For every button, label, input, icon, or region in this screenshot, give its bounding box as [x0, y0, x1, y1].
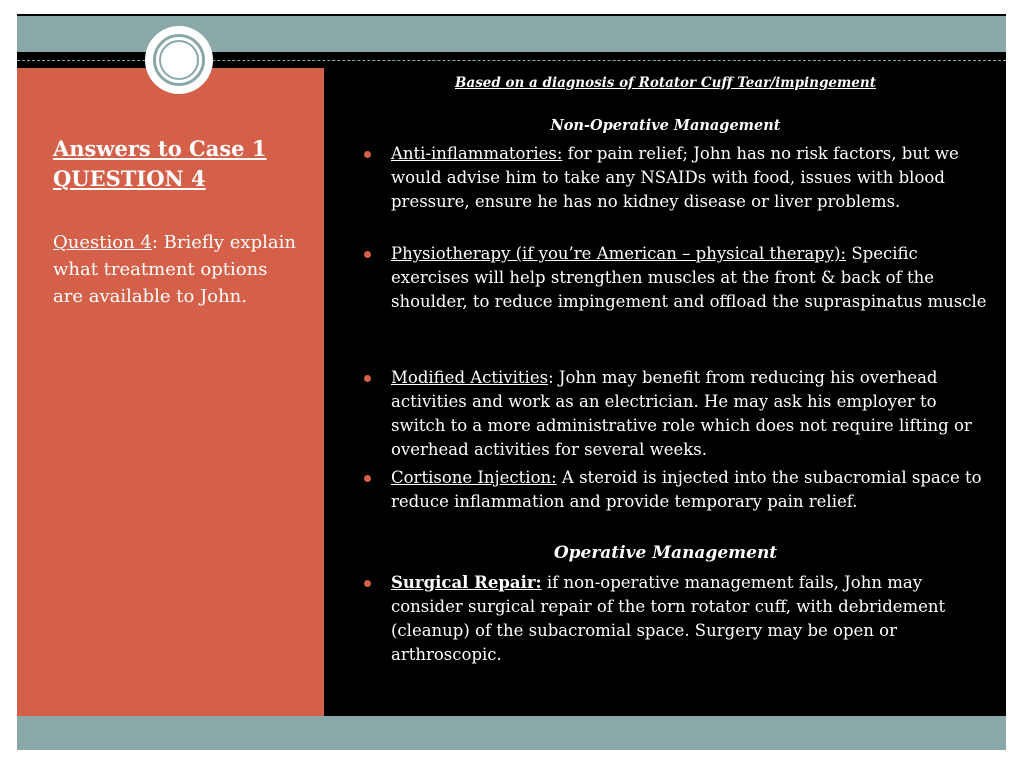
list-item — [391, 242, 987, 314]
title-line-2: QUESTION 4 — [53, 166, 206, 191]
title-line-1: Answers to Case 1 — [53, 136, 267, 161]
list-item — [391, 366, 987, 462]
item-label: Surgical Repair: — [391, 573, 542, 592]
item-text: for pain relief; John has no risk factors, but we would advise him to take any NSAIDs with food, issues with blood pressure, ensure he has no kidney disease or liver problems. — [391, 144, 959, 211]
item-label: Anti-inflammatories: — [391, 144, 563, 163]
list-item — [391, 571, 987, 667]
slide — [17, 14, 1006, 750]
question-text — [53, 229, 303, 310]
bullet-icon — [364, 475, 371, 482]
item-label: Modified Activities — [391, 368, 549, 387]
bottom-band — [17, 716, 1006, 750]
item-label: Physiotherapy (if you’re American – physical therapy): — [391, 244, 847, 263]
bullet-icon — [364, 375, 371, 382]
bullet-icon — [364, 580, 371, 587]
operative-heading: Operative Management — [553, 543, 778, 563]
left-panel — [17, 68, 324, 716]
question-body: : Briefly explain what treatment options are available to John. — [53, 232, 296, 307]
slide-title — [53, 134, 313, 194]
item-text: if non-operative management fails, John may consider surgical repair of the torn rotator cuff, with debridement (cleanup) of the subacromial space. Surgery may be open or arthroscopic. — [391, 573, 946, 664]
bullet-icon — [364, 151, 371, 158]
bullet-icon — [364, 251, 371, 258]
item-text: Specific exercises will help strengthen muscles at the front & back of the shoulder, to reduce impingement and offload the supraspinatus muscle — [391, 244, 987, 311]
list-item — [391, 142, 987, 214]
item-text: A steroid is injected into the subacromial space to reduce inflammation and provide temporary pain relief. — [391, 468, 982, 511]
item-text: : John may benefit from reducing his overhead activities and work as an electrician. He may ask his employer to switch to a more administrative role which does not require lifting or overhead activities for several weeks. — [391, 368, 972, 459]
question-label: Question 4 — [53, 232, 152, 253]
diagnosis-heading: Based on a diagnosis of Rotator Cuff Tear/impingement — [455, 75, 876, 91]
non-operative-heading: Non-Operative Management — [550, 117, 781, 134]
circle-ornament-icon — [145, 26, 213, 94]
item-label: Cortisone Injection: — [391, 468, 557, 487]
list-item — [391, 466, 987, 514]
